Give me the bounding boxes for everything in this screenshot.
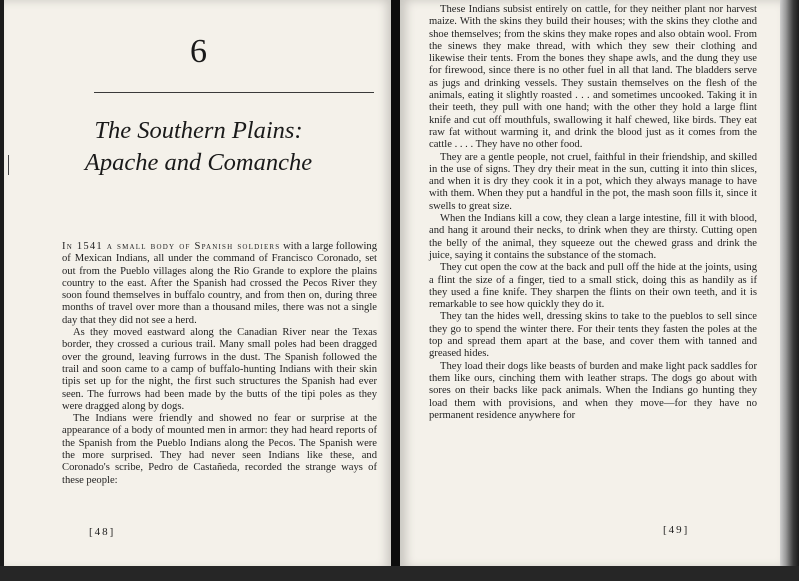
paragraph: They are a gentle people, not cruel, faithful in their friendship, and skilled in the use of signs. They dry their meat in the sun, cutting it into thin slices, and when it is dry they cook it in a pot, which they always manage to have with them. When they put a handful in the pot, the mash soon fills it, since it swells to great size. [429, 151, 757, 212]
chapter-number: 6 [190, 33, 207, 70]
right-body-text [429, 4, 757, 422]
paragraph: As they moved eastward along the Canadian River near the Texas border, they crossed a curious trail. Many small poles had been dragged over the ground, leaving furrows in the dust. The Spanish followed the trail and soon came to a camp of buffalo-hunting Indians with their skin tipis set up for the night, the first such structures the Spanish had ever seen. The furrows had been made by the butts of the tipi poles as they were dragged along by dogs. [62, 327, 377, 412]
paragraph-text: with a large following of Mexican Indians, all under the command of Francisco Coronado, set out from the Pueblo villages along the Rio Grande to explore the plains country to the east. After the Spanish had crossed the Pecos River they soon found themselves in buffalo country, and from then on, during three months of travel over more than a thousand miles, there was not a single day that they did not see a herd. [62, 241, 377, 326]
paragraph [62, 241, 377, 327]
paragraph: They tan the hides well, dressing skins to take to the pueblos to sell since they go to spend the winter there. For their tents they fasten the poles at the top and spread them apart at the base, and cover them with tanned and greased hides. [429, 311, 757, 360]
right-page [400, 0, 780, 568]
chapter-rule [94, 92, 374, 93]
opening-small-caps: In 1541 a small body of Spanish soldiers [62, 241, 281, 252]
scan-bottom-edge [0, 566, 799, 581]
page-number-left: [48] [89, 526, 116, 538]
left-page [4, 0, 393, 570]
left-body-text [62, 241, 377, 487]
chapter-title-line-1: The Southern Plains: [94, 117, 303, 144]
chapter-title [4, 115, 393, 179]
page-edge-shadow [780, 0, 799, 581]
chapter-title-line-2: Apache and Comanche [84, 149, 313, 176]
paragraph: They cut open the cow at the back and pull off the hide at the joints, using a flint the size of a finger, tied to a small stick, doing this as handily as if they used a fine knife. They sharpen the flints on their own teeth, and it is remarkable to see how quickly they do it. [429, 262, 757, 311]
paragraph: The Indians were friendly and showed no fear or surprise at the appearance of a body of mounted men in armor: they had heard reports of the Spanish from the Pueblo Indians along the Pecos. The Spanish were the more surprised. They had never seen Indians like these, and Coronado's scribe, Pedro de Castañeda, recorded the strange ways of these people: [62, 413, 377, 486]
paragraph: These Indians subsist entirely on cattle, for they neither plant nor harvest maize. With the skins they build their houses; with the skins they clothe and shoe themselves; from the skins they make ropes and also obtain wool. From the sinews they make thread, with which they sew their clothing and likewise their tents. From the bones they shape awls, and the dung they use for firewood, since there is no other fuel in all that land. The bladders serve as jugs and drinking vessels. They sustain themselves on the flesh of the animals, eating it slightly roasted . . . and sometimes uncooked. Taking it in their teeth, they pull with one hand; with the other they hold a large flint knife and cut off mouthfuls, swallowing it half chewed, like birds. They eat raw fat without warming it, and drink the blood just as it comes from the cattle . . . . They have no other food. [429, 4, 757, 151]
paragraph: They load their dogs like beasts of burden and make light pack saddles for them like ours, cinching them with leather straps. The dogs go about with sores on their backs like pack animals. When the Indians go hunting they load them with provisions, and when they move—for they have no permanent residence anywhere for [429, 360, 757, 421]
page-number-right: [49] [663, 524, 690, 536]
paragraph: When the Indians kill a cow, they clean a large intestine, fill it with blood, and hang it around their necks, to drink when they are thirsty. Cutting open the belly of the animal, they squeeze out the chewed grass and drink the juice, saying it contains the substance of the stomach. [429, 213, 757, 261]
